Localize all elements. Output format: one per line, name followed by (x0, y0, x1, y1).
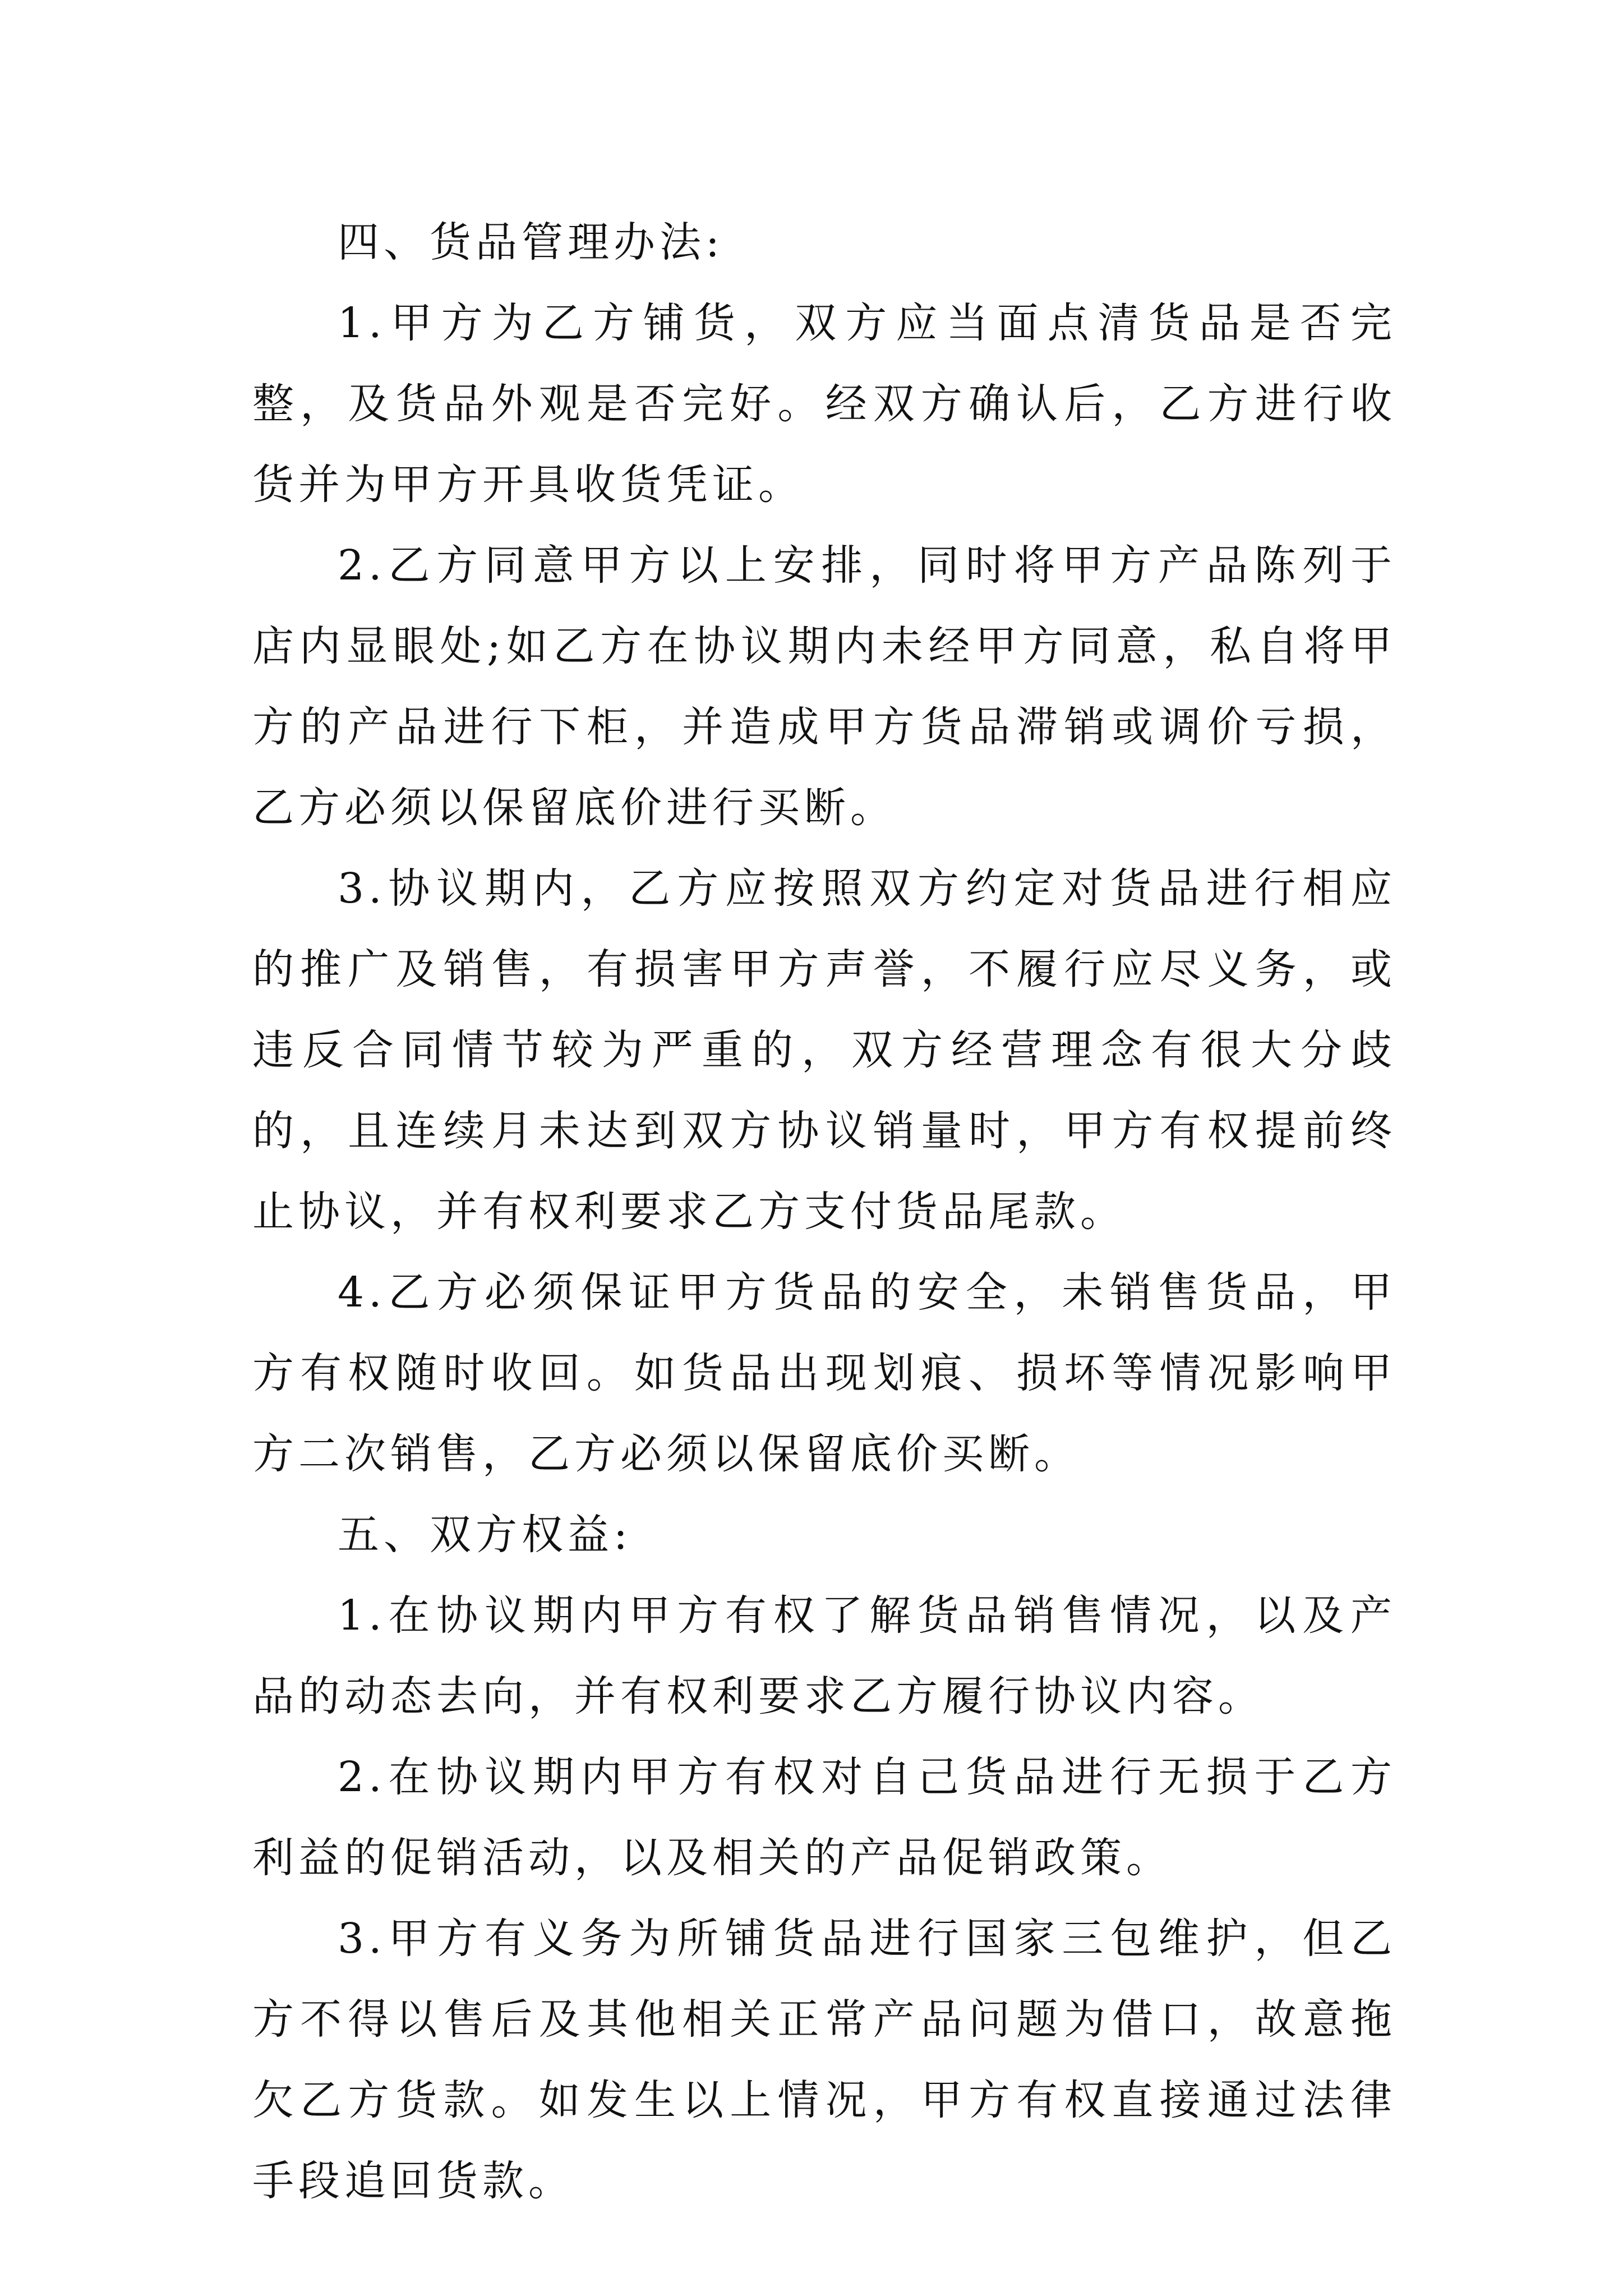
section-heading-5: 五、双方权益: (338, 1511, 632, 1559)
clause-4-2: 2.乙方同意甲方以上安排，同时将甲方产品陈列于店内显眼处;如乙方在协议期内未经甲方同意，私自将甲方的产品进行下柜，并造成甲方货品滞销或调价亏损，乙方必须以保留底价进行买断。 (252, 541, 1396, 832)
clause-5-3: 3.甲方有义务为所铺货品进行国家三包维护，但乙方不得以售后及其他相关正常产品问题为借口，故意拖欠乙方货款。如发生以上情况，甲方有权直接通过法律手段追回货款。 (252, 1915, 1396, 2205)
clause-5-2: 2.在协议期内甲方有权对自己货品进行无损于乙方利益的促销活动，以及相关的产品促销政策。 (252, 1753, 1396, 1882)
clause-5-1: 1.在协议期内甲方有权了解货品销售情况，以及产品的动态去向，并有权利要求乙方履行协议内容。 (252, 1591, 1396, 1720)
document-body (252, 202, 1396, 2221)
clause-4-4: 4.乙方必须保证甲方货品的安全，未销售货品，甲方有权随时收回。如货品出现划痕、损坏等情况影响甲方二次销售，乙方必须以保留底价买断。 (252, 1268, 1396, 1478)
clause-4-1: 1.甲方为乙方铺货，双方应当面点清货品是否完整，及货品外观是否完好。经双方确认后，乙方进行收货并为甲方开具收货凭证。 (252, 299, 1396, 509)
section-heading-4: 四、货品管理办法: (338, 218, 724, 266)
clause-4-3: 3.协议期内，乙方应按照双方约定对货品进行相应的推广及销售，有损害甲方声誉，不履行应尽义务，或违反合同情节较为严重的，双方经营理念有很大分歧的，且连续月未达到双方协议销量时，甲方有权提前终止协议，并有权利要求乙方支付货品尾款。 (252, 864, 1396, 1236)
